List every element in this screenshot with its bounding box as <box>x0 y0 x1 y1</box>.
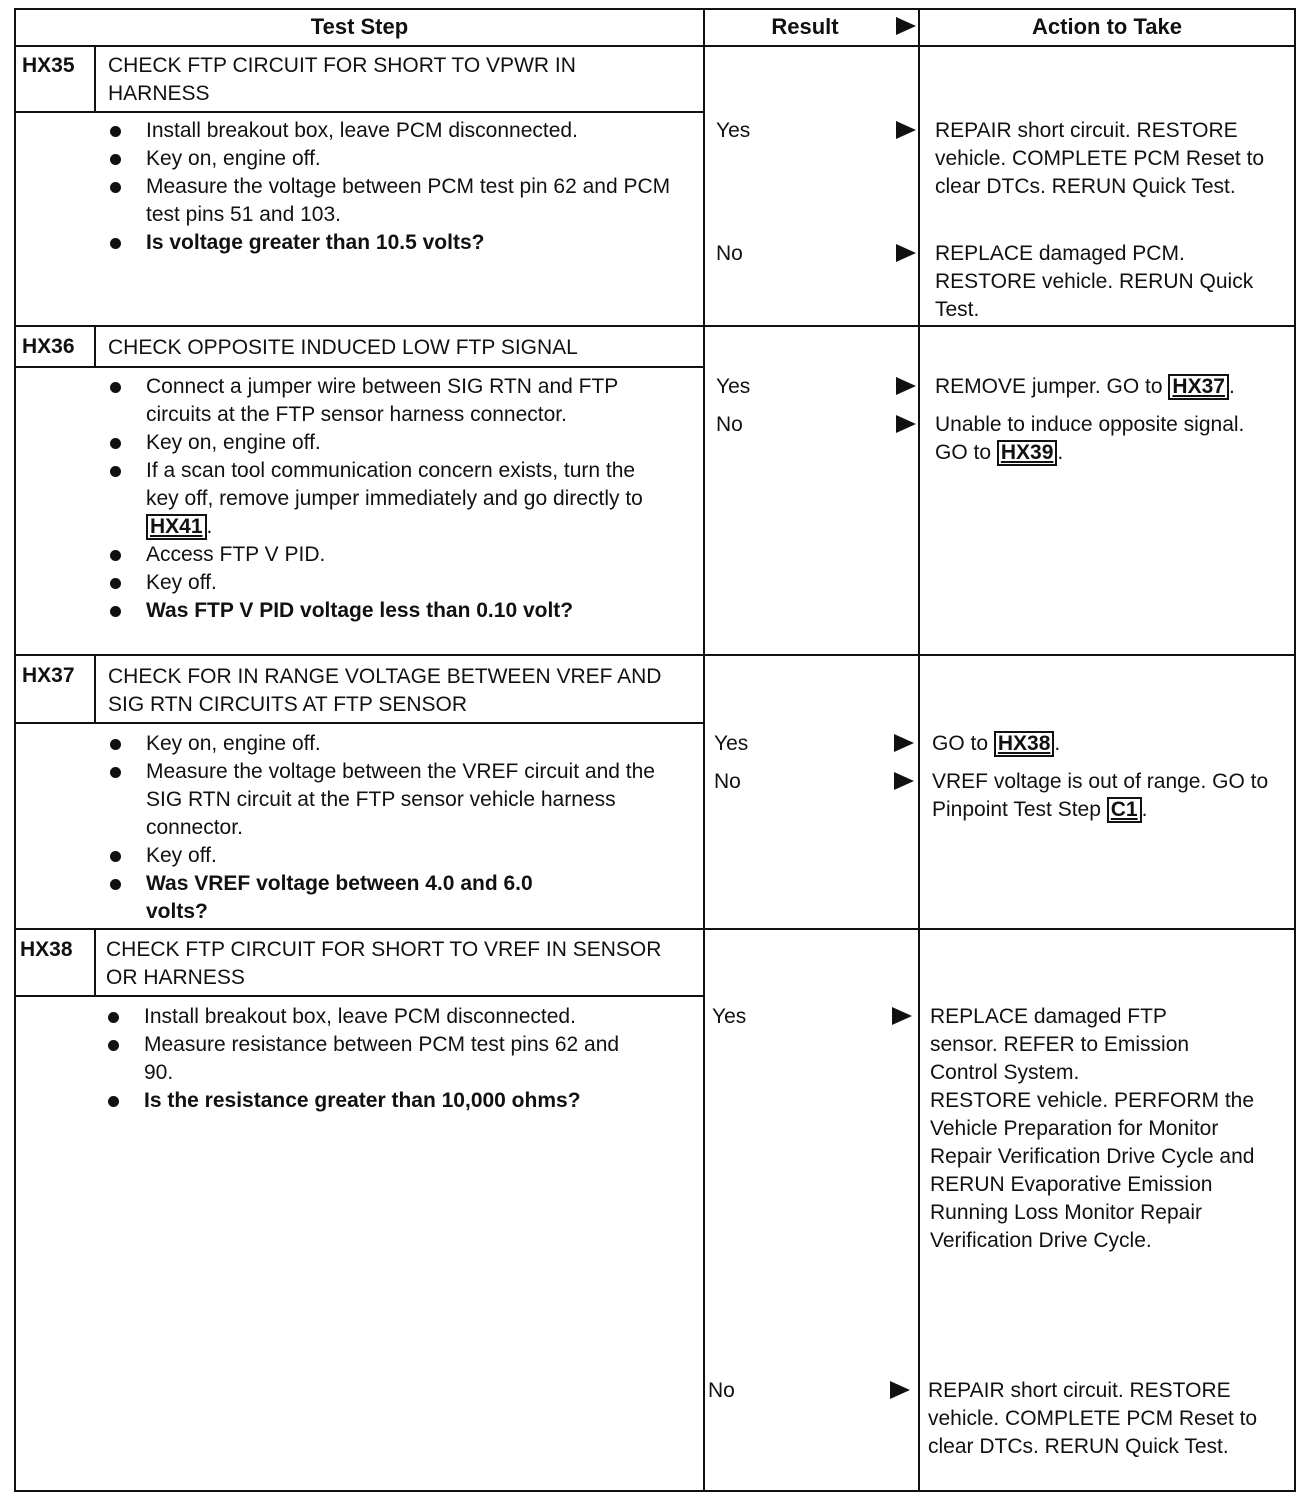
list-item: Measure resistance between PCM test pins 62 and 90. <box>106 1031 676 1087</box>
row-separator <box>14 928 1296 930</box>
header-separator <box>14 45 1296 47</box>
action-text: VREF voltage is out of range. GO to Pinpoint Test Step C1 . <box>932 770 1269 821</box>
arrow-icon <box>896 415 916 433</box>
step-reference-link[interactable]: HX38 <box>994 731 1055 757</box>
step-title: CHECK OPPOSITE INDUCED LOW FTP SIGNAL <box>108 336 578 359</box>
arrow-icon <box>894 734 914 752</box>
arrow-icon <box>896 244 916 262</box>
table-border-left <box>14 8 16 1492</box>
list-item: Measure the voltage between PCM test pin 62 and PCM test pins 51 and 103. <box>108 173 688 229</box>
action-text: REPAIR short circuit. RESTORE vehicle. COMPLETE PCM Reset to clear DTCs. RERUN Quick Test. <box>935 119 1265 198</box>
table-border-bottom <box>14 1490 1296 1492</box>
title-underline <box>14 366 705 368</box>
result-no: No <box>708 1379 735 1402</box>
list-item: Key on, engine off. <box>108 730 678 758</box>
id-divider <box>94 325 96 367</box>
row-separator <box>14 325 1296 327</box>
list-item: Access FTP V PID. <box>108 541 668 569</box>
list-item: Was FTP V PID voltage less than 0.10 volt? <box>108 597 668 625</box>
title-underline <box>14 995 705 997</box>
step-id: HX38 <box>20 938 73 961</box>
action-text: REMOVE jumper. GO to HX37 . <box>935 375 1235 398</box>
step-id: HX37 <box>22 664 75 687</box>
step-title: CHECK FTP CIRCUIT FOR SHORT TO VREF IN SENSOR OR HARNESS <box>106 938 662 989</box>
arrow-icon <box>896 377 916 395</box>
title-underline <box>14 111 705 113</box>
list-item: Install breakout box, leave PCM disconnected. <box>108 117 688 145</box>
step-reference-link[interactable]: HX41 <box>146 514 207 540</box>
action-label: Unable to induce opposite signal. GO to <box>935 413 1245 464</box>
list-item: Key off. <box>108 569 668 597</box>
action-line: REPLACE damaged FTP sensor. REFER to Emission Control System. <box>930 1005 1190 1084</box>
header-result: Result <box>771 14 839 39</box>
list-item: Measure the voltage between the VREF circuit and the SIG RTN circuit at the FTP sensor vehicle harness connector. <box>108 758 678 842</box>
step-id: HX36 <box>22 335 75 358</box>
step-list <box>108 373 668 625</box>
action-line: RESTORE vehicle. PERFORM the Vehicle Preparation for Monitor Repair Verification Drive Cycle and RERUN Evaporative Emission Running Loss Monitor Repair Verification Drive Cycle. <box>930 1089 1255 1252</box>
action-text: Unable to induce opposite signal. GO to HX39 . <box>935 413 1245 464</box>
row-separator <box>14 654 1296 656</box>
step-reference-link[interactable]: C1 <box>1107 797 1142 823</box>
arrow-icon <box>890 1381 910 1399</box>
id-divider <box>94 45 96 112</box>
result-no: No <box>716 242 743 265</box>
id-divider <box>94 928 96 996</box>
list-item: Install breakout box, leave PCM disconnected. <box>106 1003 676 1031</box>
table-border-right <box>1294 8 1296 1492</box>
result-yes: Yes <box>714 732 749 755</box>
step-id: HX35 <box>22 54 75 77</box>
step-title: CHECK FOR IN RANGE VOLTAGE BETWEEN VREF AND SIG RTN CIRCUITS AT FTP SENSOR <box>108 665 662 716</box>
step-reference-link[interactable]: HX39 <box>997 440 1058 466</box>
step-reference-link[interactable]: HX37 <box>1168 374 1229 400</box>
result-yes: Yes <box>716 375 751 398</box>
column-divider-result <box>703 8 705 1492</box>
header-test-step: Test Step <box>310 14 409 39</box>
list-item: Is voltage greater than 10.5 volts? <box>108 229 688 257</box>
list-item: Key on, engine off. <box>108 145 688 173</box>
title-underline <box>14 722 705 724</box>
step-list <box>108 730 678 926</box>
result-yes: Yes <box>716 119 751 142</box>
list-item: Key off. <box>108 842 678 870</box>
step-list <box>108 117 688 257</box>
action-text: REPLACE damaged PCM. RESTORE vehicle. RERUN Quick Test. <box>935 242 1254 321</box>
result-no: No <box>716 413 743 436</box>
header-arrow-icon <box>896 17 916 35</box>
arrow-icon <box>894 772 914 790</box>
column-divider-action <box>918 8 920 1492</box>
arrow-icon <box>896 121 916 139</box>
list-item: Key on, engine off. <box>108 429 668 457</box>
result-yes: Yes <box>712 1005 747 1028</box>
step-list <box>106 1003 676 1115</box>
list-item-text: If a scan tool communication concern exists, turn the key off, remove jumper immediately and go directly to <box>146 459 643 510</box>
table-border-top <box>14 8 1296 10</box>
action-label: REMOVE jumper. GO to <box>935 375 1163 398</box>
action-text: GO to HX38 . <box>932 732 1061 755</box>
action-label: GO to <box>932 732 989 755</box>
action-text: REPAIR short circuit. RESTORE vehicle. COMPLETE PCM Reset to clear DTCs. RERUN Quick Test. <box>928 1379 1258 1458</box>
step-title: CHECK FTP CIRCUIT FOR SHORT TO VPWR IN HARNESS <box>108 54 576 105</box>
action-text <box>930 1003 1280 1255</box>
list-item: Is the resistance greater than 10,000 ohms? <box>106 1087 676 1115</box>
id-divider <box>94 654 96 723</box>
list-item: If a scan tool communication concern exists, turn the key off, remove jumper immediately and go directly to HX41 . <box>108 457 668 541</box>
list-item: Was VREF voltage between 4.0 and 6.0 volts? <box>108 870 678 926</box>
header-action: Action to Take <box>1032 14 1182 39</box>
list-item: Connect a jumper wire between SIG RTN and FTP circuits at the FTP sensor harness connector. <box>108 373 668 429</box>
action-label: VREF voltage is out of range. GO to Pinpoint Test Step <box>932 770 1269 821</box>
arrow-icon <box>892 1007 912 1025</box>
result-no: No <box>714 770 741 793</box>
